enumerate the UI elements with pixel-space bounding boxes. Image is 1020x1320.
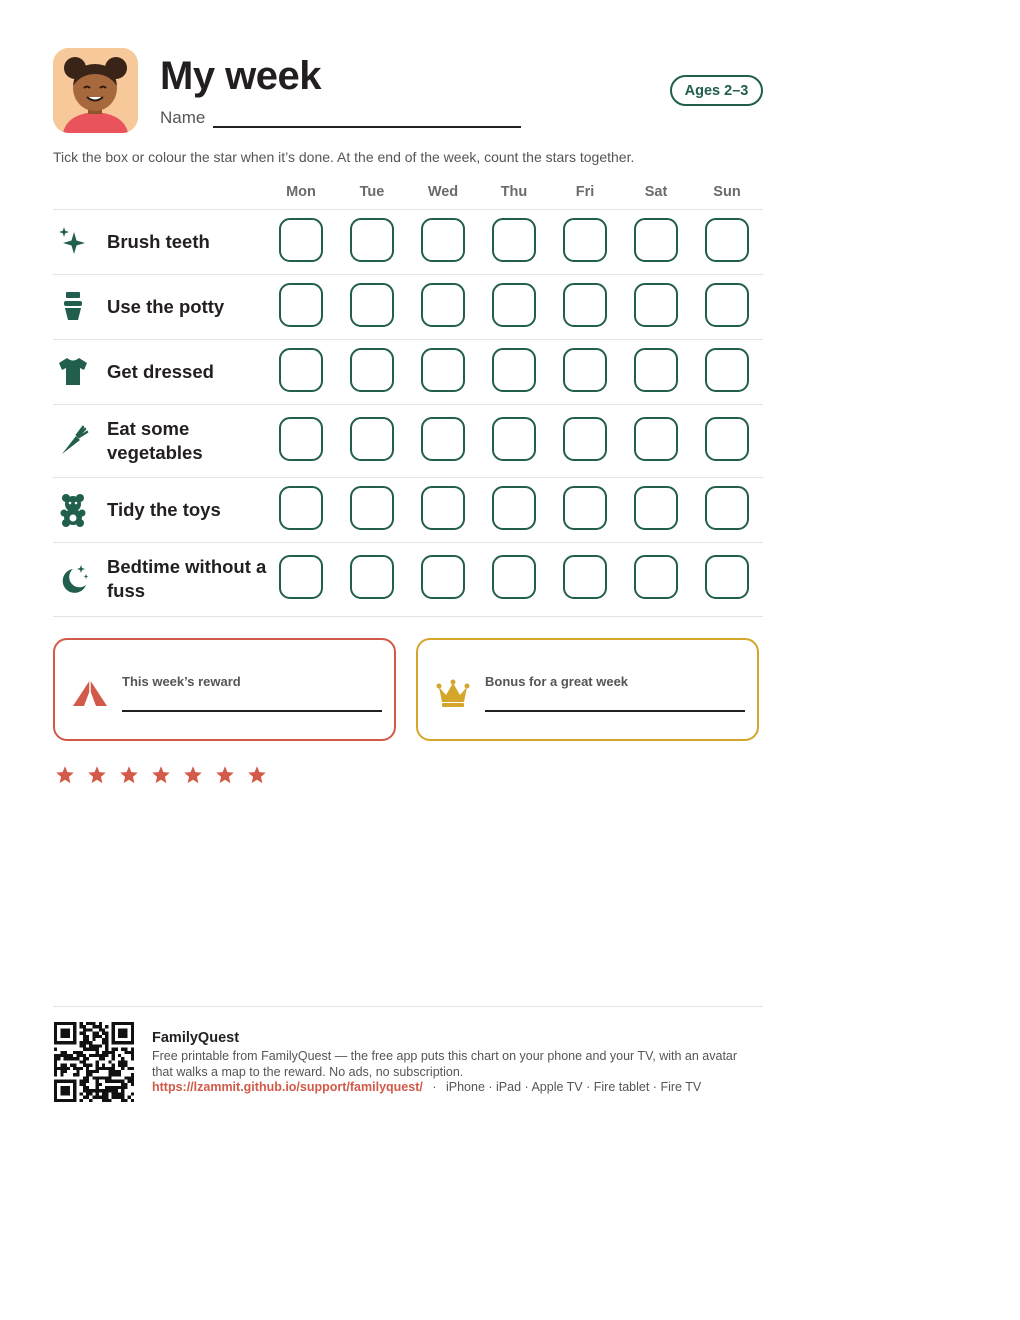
day-sun: Sun (713, 184, 741, 200)
checkbox-eat-some-vegetables-wed[interactable] (421, 417, 465, 461)
day-thu: Thu (500, 184, 528, 200)
bonus-reward-box (416, 638, 759, 741)
checkbox-get-dressed-tue[interactable] (350, 348, 394, 392)
checkbox-brush-teeth-sun[interactable] (705, 218, 749, 262)
day-header-row (53, 178, 763, 210)
day-mon: Mon (286, 184, 316, 200)
checkbox-tidy-the-toys-tue[interactable] (350, 486, 394, 530)
checkbox-bedtime-without-a-fuss-thu[interactable] (492, 555, 536, 599)
checkbox-tidy-the-toys-mon[interactable] (279, 486, 323, 530)
task-label: Eat some vegetables (107, 418, 203, 463)
checkbox-bedtime-without-a-fuss-sat[interactable] (634, 555, 678, 599)
footer-separator: · (432, 1080, 437, 1094)
checkbox-tidy-the-toys-fri[interactable] (563, 486, 607, 530)
crown-icon (434, 678, 472, 708)
name-line[interactable] (213, 112, 521, 128)
footer-link-row (152, 1080, 701, 1094)
checkbox-get-dressed-mon[interactable] (279, 348, 323, 392)
task-row-brush-teeth (53, 210, 763, 275)
weekly-reward-label: This week’s reward (122, 674, 241, 689)
checkbox-brush-teeth-thu[interactable] (492, 218, 536, 262)
task-label: Get dressed (107, 361, 214, 382)
checkbox-use-the-potty-fri[interactable] (563, 283, 607, 327)
potty-icon (56, 290, 90, 324)
teddy-bear-icon (56, 493, 90, 527)
star-icon[interactable] (151, 765, 171, 785)
day-fri: Fri (575, 184, 595, 200)
bonus-reward-label: Bonus for a great week (485, 674, 629, 689)
checkbox-brush-teeth-wed[interactable] (421, 218, 465, 262)
checkbox-tidy-the-toys-sun[interactable] (705, 486, 749, 530)
footer-platforms: iPhone · iPad · Apple TV · Fire tablet · Fire TV (445, 1080, 702, 1094)
checkbox-bedtime-without-a-fuss-fri[interactable] (563, 555, 607, 599)
footer-link[interactable]: https://lzammit.github.io/support/familyquest/ (152, 1080, 423, 1094)
bonus-reward-input-line[interactable] (485, 710, 745, 712)
footer-description: Free printable from FamilyQuest — the free app puts this chart on your phone and your TV, with an avatar that walks a map to the reward. No ads, no subscription. (152, 1049, 738, 1079)
checkbox-brush-teeth-tue[interactable] (350, 218, 394, 262)
star-icon[interactable] (215, 765, 235, 785)
checkbox-use-the-potty-sat[interactable] (634, 283, 678, 327)
carrot-icon (56, 424, 90, 458)
page-title: My week (160, 54, 322, 98)
checkbox-bedtime-without-a-fuss-sun[interactable] (705, 555, 749, 599)
checkbox-bedtime-without-a-fuss-mon[interactable] (279, 555, 323, 599)
checkbox-brush-teeth-sat[interactable] (634, 218, 678, 262)
checkbox-brush-teeth-fri[interactable] (563, 218, 607, 262)
checkbox-brush-teeth-mon[interactable] (279, 218, 323, 262)
checkbox-get-dressed-wed[interactable] (421, 348, 465, 392)
checkbox-use-the-potty-thu[interactable] (492, 283, 536, 327)
tshirt-icon (56, 355, 90, 389)
checkbox-eat-some-vegetables-fri[interactable] (563, 417, 607, 461)
qr-code[interactable] (54, 1022, 134, 1102)
task-label: Tidy the toys (107, 499, 221, 520)
checkbox-use-the-potty-wed[interactable] (421, 283, 465, 327)
task-label: Bedtime without a fuss (107, 556, 267, 601)
checkbox-use-the-potty-mon[interactable] (279, 283, 323, 327)
footer-divider (53, 1006, 763, 1007)
day-sat: Sat (644, 184, 668, 200)
weekly-reward-input-line[interactable] (122, 710, 382, 712)
age-badge: Ages 2–3 (670, 75, 763, 106)
checkbox-tidy-the-toys-sat[interactable] (634, 486, 678, 530)
star-icon[interactable] (55, 765, 75, 785)
task-row-eat-some-vegetables (53, 405, 763, 478)
name-label: Name (160, 108, 206, 127)
checkbox-get-dressed-thu[interactable] (492, 348, 536, 392)
name-field[interactable] (160, 108, 521, 128)
star-row (55, 765, 267, 785)
task-label: Brush teeth (107, 231, 210, 252)
instructions: Tick the box or colour the star when it’s done. At the end of the week, count the stars together. (53, 149, 635, 165)
star-icon[interactable] (87, 765, 107, 785)
task-label: Use the potty (107, 296, 225, 317)
checkbox-bedtime-without-a-fuss-tue[interactable] (350, 555, 394, 599)
checkbox-use-the-potty-sun[interactable] (705, 283, 749, 327)
task-row-tidy-the-toys (53, 478, 763, 543)
checkbox-eat-some-vegetables-mon[interactable] (279, 417, 323, 461)
task-row-use-the-potty (53, 275, 763, 340)
footer-brand: FamilyQuest (152, 1030, 240, 1046)
task-row-get-dressed (53, 340, 763, 405)
checkbox-eat-some-vegetables-tue[interactable] (350, 417, 394, 461)
checkbox-get-dressed-sat[interactable] (634, 348, 678, 392)
checkbox-eat-some-vegetables-sat[interactable] (634, 417, 678, 461)
star-icon[interactable] (183, 765, 203, 785)
checkbox-get-dressed-sun[interactable] (705, 348, 749, 392)
day-tue: Tue (359, 184, 385, 200)
day-wed: Wed (427, 184, 459, 200)
checkbox-get-dressed-fri[interactable] (563, 348, 607, 392)
star-icon[interactable] (119, 765, 139, 785)
checkbox-tidy-the-toys-thu[interactable] (492, 486, 536, 530)
weekly-reward-box (53, 638, 396, 741)
avatar (53, 48, 138, 133)
checkbox-eat-some-vegetables-sun[interactable] (705, 417, 749, 461)
checkbox-use-the-potty-tue[interactable] (350, 283, 394, 327)
tent-icon (71, 678, 109, 708)
star-icon[interactable] (247, 765, 267, 785)
sparkle-icon (56, 225, 90, 259)
task-row-bedtime-without-a-fuss (53, 543, 763, 617)
checkbox-bedtime-without-a-fuss-wed[interactable] (421, 555, 465, 599)
checkbox-tidy-the-toys-wed[interactable] (421, 486, 465, 530)
checkbox-eat-some-vegetables-thu[interactable] (492, 417, 536, 461)
chore-chart (53, 178, 763, 617)
moon-icon (56, 563, 90, 597)
